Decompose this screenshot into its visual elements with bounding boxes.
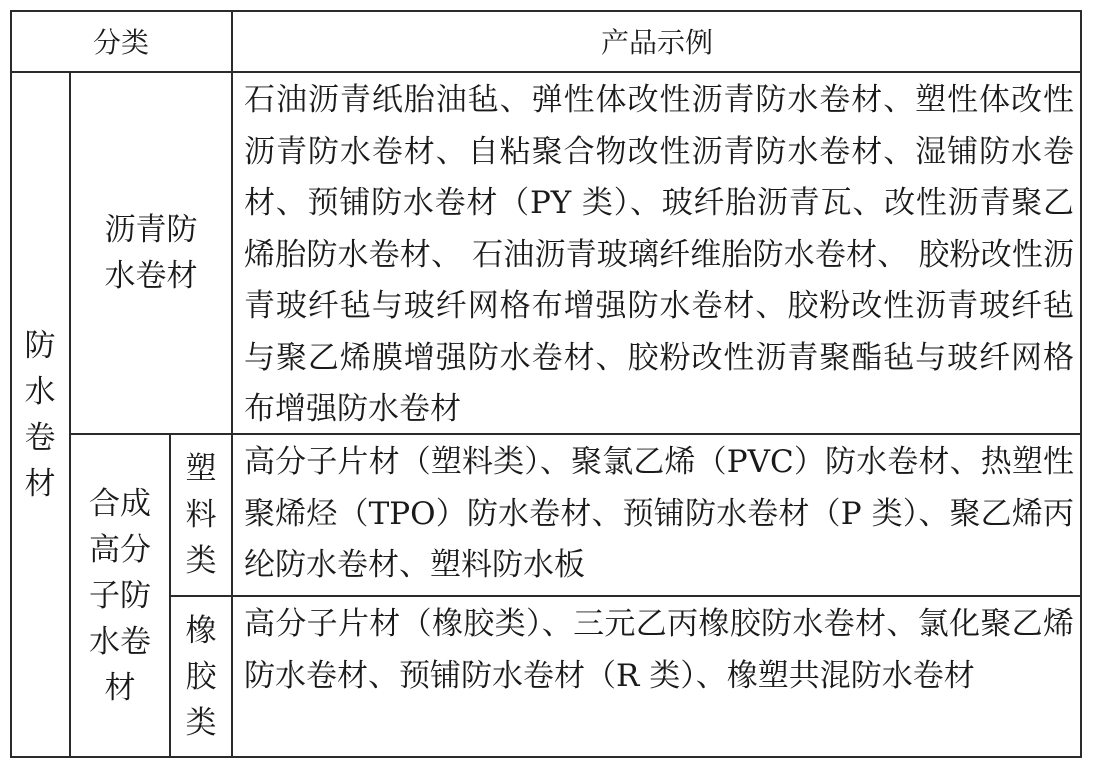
asphalt-examples-text: 石油沥青纸胎油毡、弹性体改性沥青防水卷材、塑性体改性沥青防水卷材、自粘聚合物改性沥青防水卷材、湿铺防水卷材、预铺防水卷材（PY 类）、玻纤胎沥青瓦、改性沥青聚乙烯胎防水卷材、 石油沥青玻璃纤维胎防水卷材、 胶粉改性沥青玻纤毡与玻纤网格布增强防水卷材、胶粉改性沥青玻纤毡与聚乙烯膜增强防水卷材、胶粉改性沥青聚酯毡与玻纤网格布增强防水卷材: [244, 82, 1074, 427]
category-asphalt-label: 沥青防 水卷材: [104, 212, 198, 294]
rubber-examples-text: 高分子片材（橡胶类）、三元乙丙橡胶防水卷材、氯化聚乙烯防水卷材、预铺防水卷材（R 类）、橡塑共混防水卷材: [244, 606, 1074, 694]
product-classification-table: [10, 10, 1082, 758]
category-synthetic-polymer: [70, 434, 170, 758]
col-divider-level2: [169, 434, 171, 758]
table-border-bottom: [10, 756, 1082, 758]
col-divider-level1: [69, 72, 71, 758]
category-synthetic-polymer-label: 合成 高分 子防 水卷 材: [89, 486, 151, 706]
header-examples-text: 产品示例: [600, 26, 713, 59]
rubber-examples: [232, 596, 1082, 758]
table-border-right: [1080, 10, 1082, 758]
plastic-rubber-divider: [170, 595, 1082, 597]
group-waterproof-membrane-label: 防 水 卷 材: [24, 328, 56, 502]
header-examples: [232, 10, 1082, 72]
header-divider: [10, 71, 1082, 73]
col-divider-examples: [231, 10, 233, 758]
group-waterproof-membrane: [10, 72, 70, 758]
header-category: [10, 10, 232, 72]
asphalt-divider: [70, 433, 1082, 435]
subcategory-rubber-label: 橡 胶 类: [185, 613, 217, 741]
subcategory-rubber: [170, 596, 232, 758]
header-category-text: 分类: [92, 26, 149, 59]
table-border-left: [10, 10, 12, 758]
table-border-top: [10, 10, 1082, 12]
asphalt-examples: [232, 72, 1082, 434]
subcategory-plastic-label: 塑 料 类: [185, 451, 217, 579]
plastic-examples: [232, 434, 1082, 596]
category-asphalt: [70, 72, 232, 434]
subcategory-plastic: [170, 434, 232, 596]
plastic-examples-text: 高分子片材（塑料类）、聚氯乙烯（PVC）防水卷材、热塑性聚烯烃（TPO）防水卷材、预铺防水卷材（P 类）、聚乙烯丙纶防水卷材、塑料防水板: [244, 444, 1074, 583]
